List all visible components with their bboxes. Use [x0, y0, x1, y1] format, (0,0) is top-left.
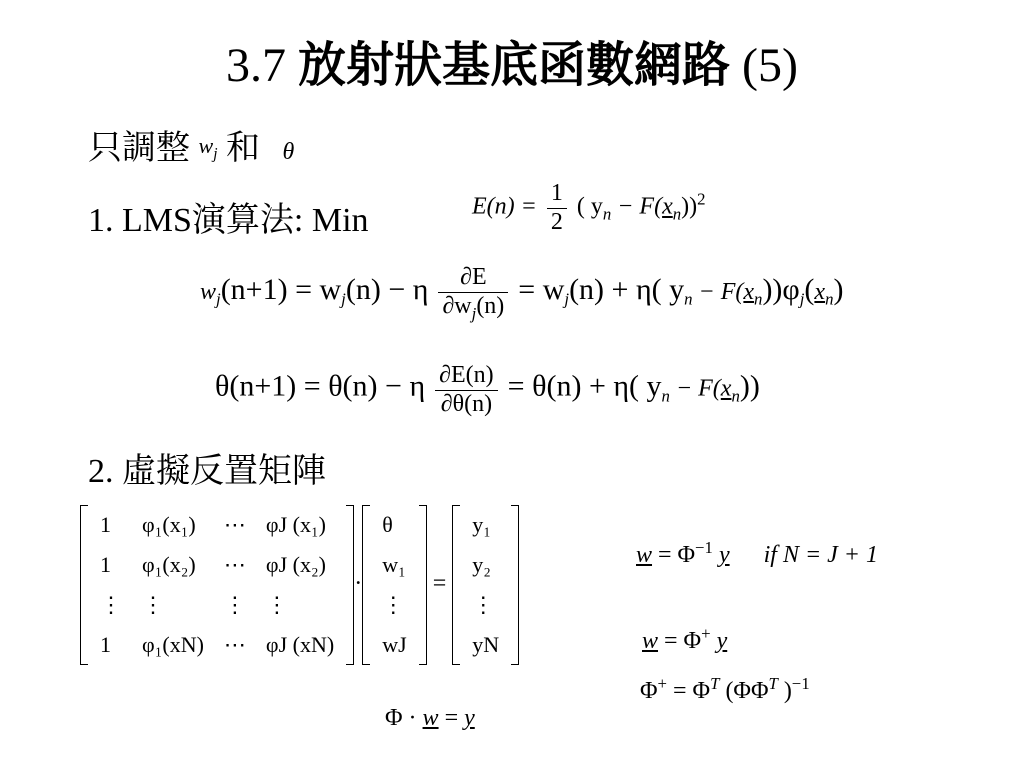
target-vector: y₁ y₂ ⋮ yN	[452, 505, 519, 665]
equals-sign: =	[432, 570, 447, 597]
equation-weight-update: $w_j(n+1) = w_j(n) - \eta$ $\frac{\partial E}{\partial w_j(n)}$ = $w_j(n) + \eta$( $y_n - F(x_n))\varphi_j(x_n)$	[200, 264, 844, 323]
item1-label: 1. LMS演算法: Min	[88, 200, 369, 240]
title-suffix: (5)	[742, 39, 798, 92]
equation-error: E(n) = $\frac{1}{2}$ ( $y_n - F(x_n))^2$	[472, 180, 706, 235]
item2-label: 2. 虛擬反置矩陣	[88, 451, 326, 491]
subtitle-prefix: 只調整	[88, 128, 190, 168]
title-number: 3.7	[226, 39, 286, 92]
equation-pseudo-inverse: w = Φ+ y	[642, 624, 728, 654]
equation-system: Φ · w = y	[385, 705, 475, 731]
equation-theta-update: θ(n+1) = θ(n) − η $\frac{\partial E(n)}{\partial\theta(n)}$ = θ(n) + η( $y_n - F(x_n)$)	[215, 362, 760, 417]
weight-vector: θ w₁ ⋮ wJ	[362, 505, 426, 665]
page-title	[0, 26, 1024, 95]
subtitle-w: $w_j$	[198, 133, 218, 163]
subtitle-and: 和	[225, 128, 260, 168]
equation-inverse: $w = \Phi^{-1}$ y if N = J + 1	[636, 538, 878, 568]
matrix-equation	[80, 505, 519, 665]
subtitle-theta: θ	[282, 139, 295, 165]
equation-pseudo-inverse-definition: $\Phi^+ = \Phi^T$ ($\Phi\Phi^T$ )$^{-1}$	[640, 674, 810, 704]
dot-operator: ·	[354, 570, 363, 597]
phi-matrix: 1 φ₁(x₁) ⋯ φJ (x₁) 1 φ₁(x₂) ⋯ φJ (x₂) ⋮ ⋮ ⋮ ⋮ 1 φ₁(xN) ⋯ φJ (xN)	[80, 505, 354, 665]
title-text: 放射狀基底函數網路	[298, 37, 731, 93]
subtitle-line	[88, 120, 294, 169]
